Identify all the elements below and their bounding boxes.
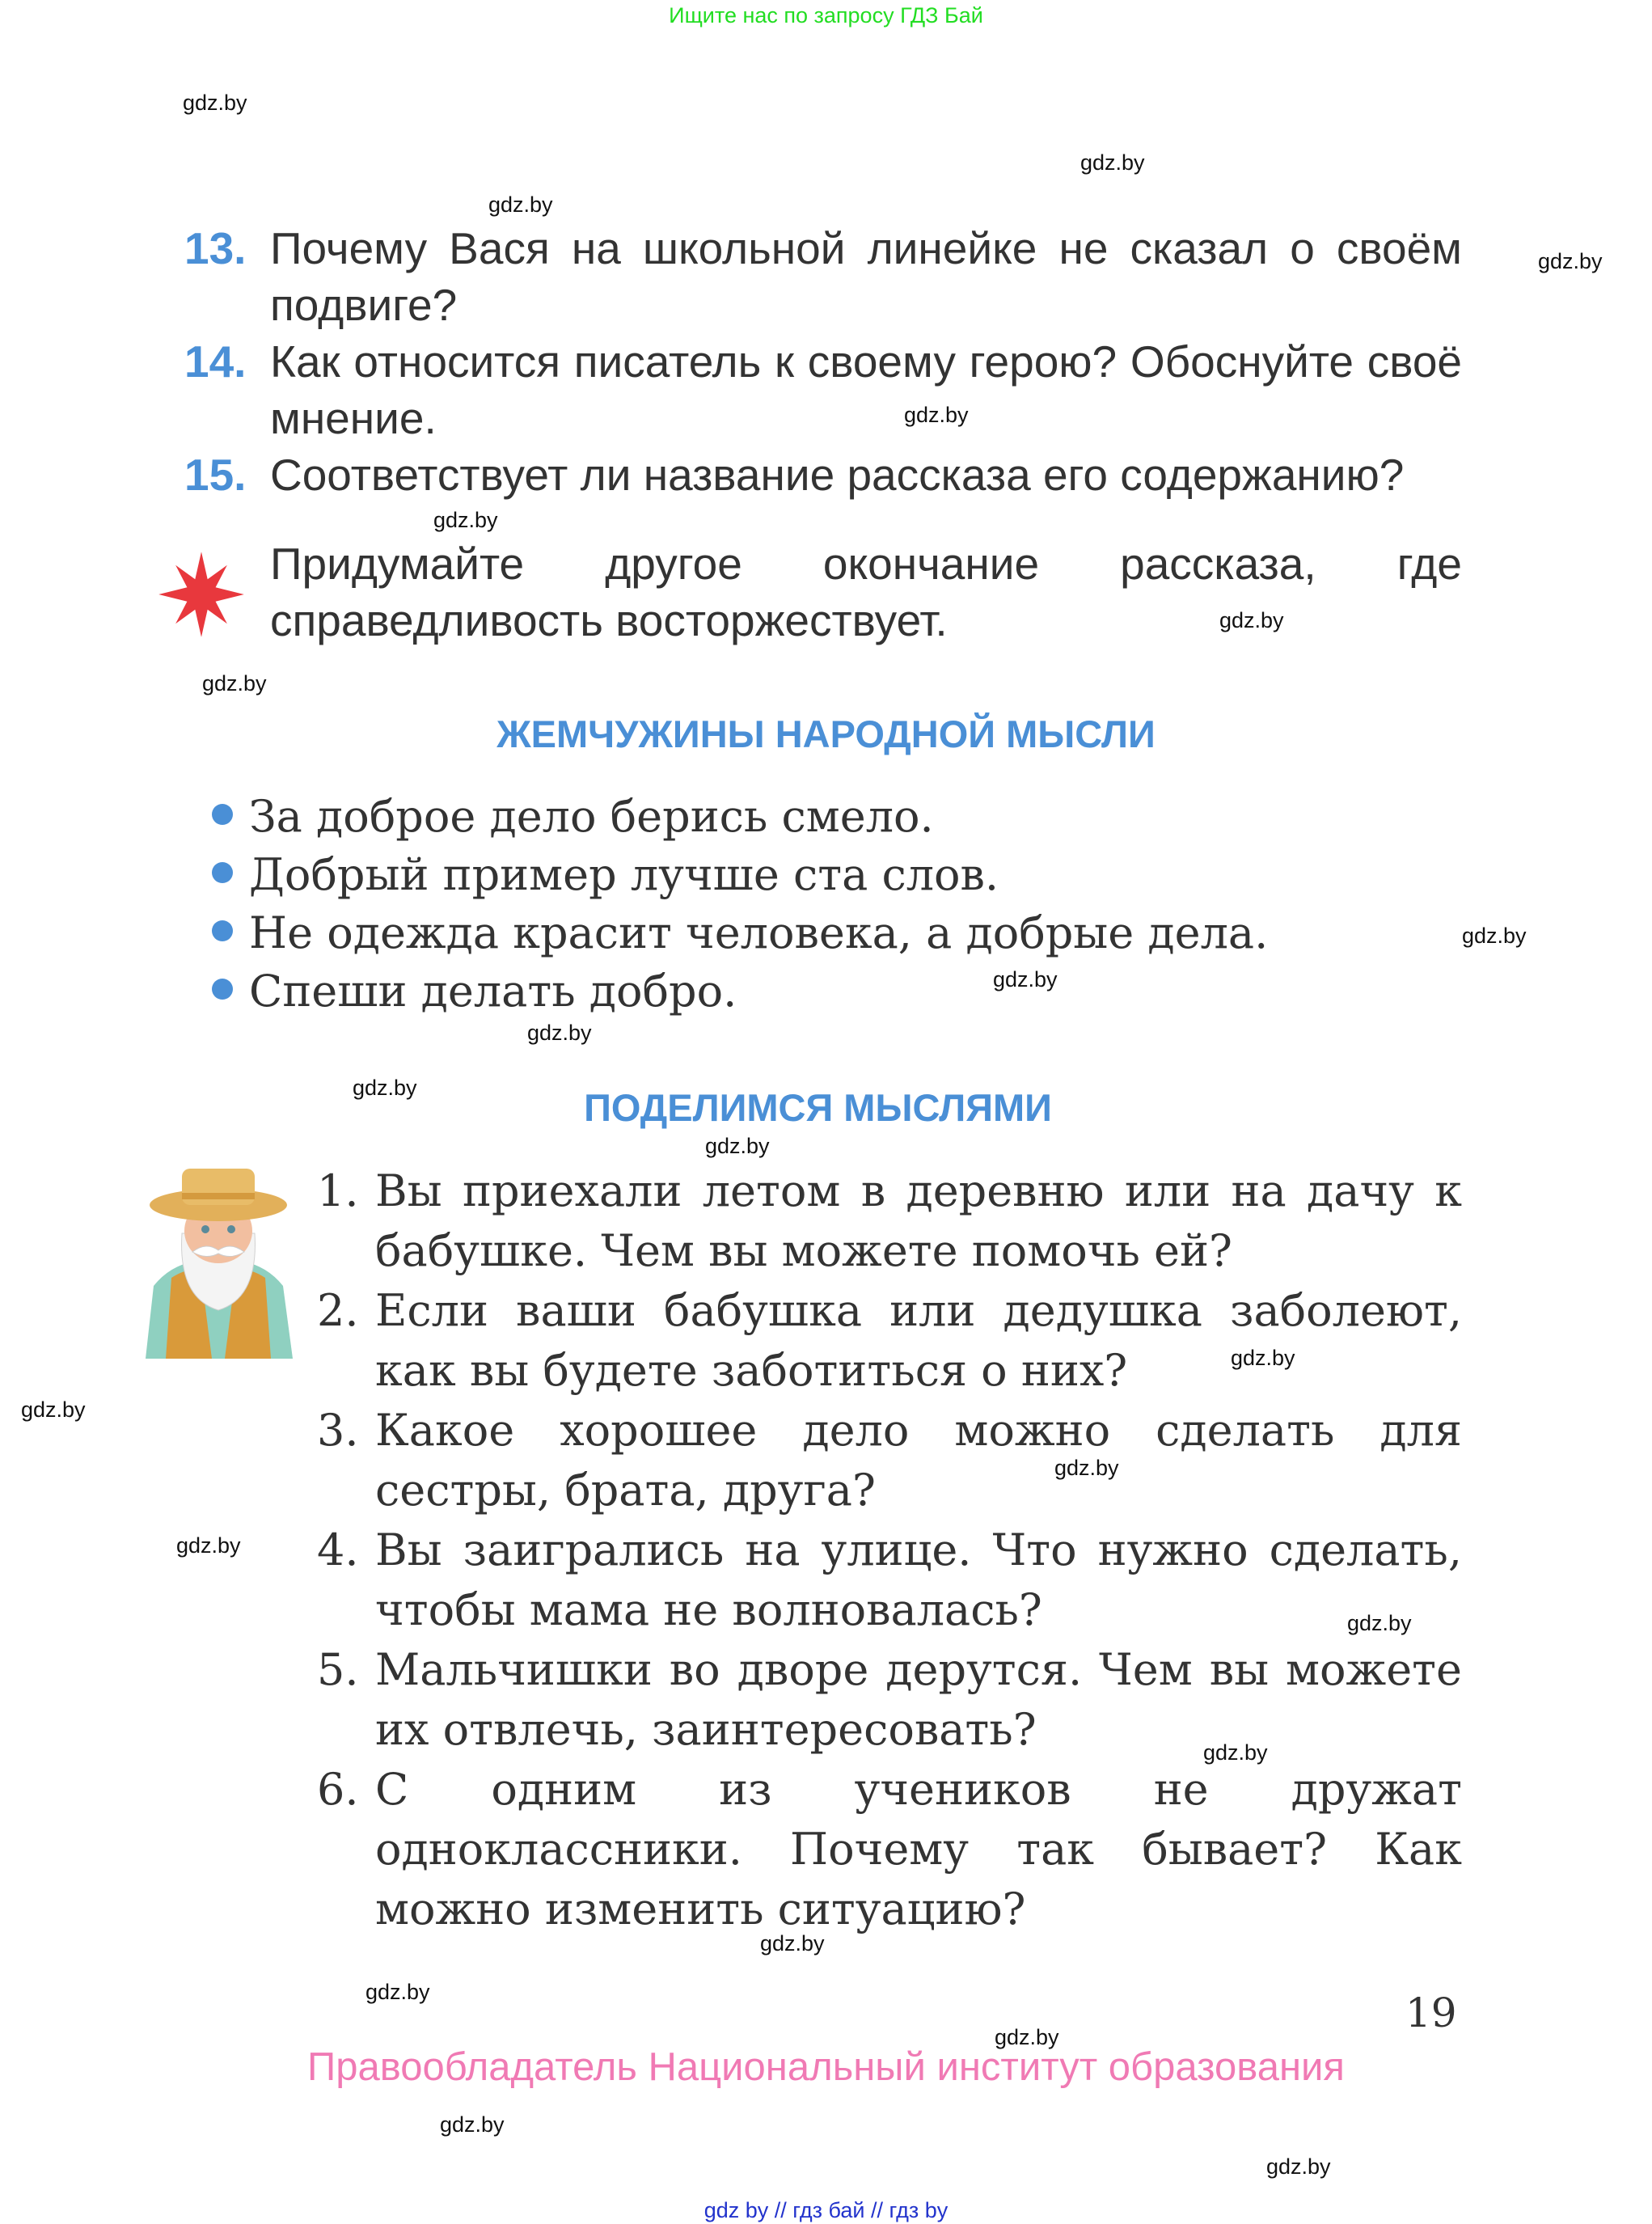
search-banner[interactable]: Ищите нас по запросу ГДЗ Бай (669, 3, 983, 27)
watermark: gdz.by (1231, 1346, 1295, 1370)
watermark: gdz.by (1266, 2154, 1331, 2179)
item-number: 4. (317, 1524, 359, 1575)
item-text: Вы приехали летом в деревню или на дачу к бабушке. Чем вы можете помочь ей? (375, 1165, 1462, 1276)
bullet-icon (212, 979, 233, 1000)
bullet-icon (212, 920, 233, 941)
proverb-item: Добрый пример лучше ста слов. (212, 846, 999, 904)
item-text: Вы заигрались на улице. Что нужно сделать, чтобы мама не волновалась? (375, 1524, 1462, 1635)
discussion-item (317, 1640, 1462, 1760)
star-icon (157, 550, 246, 639)
question-text: Соответствует ли название рассказа его содержанию? (270, 450, 1405, 500)
item-text: Мальчишки во дворе дерутся. Чем вы можете их отвлечь, заинтересовать? (375, 1644, 1462, 1755)
question-text: Почему Вася на школьной линейке не сказал о своём подвиге? (270, 223, 1462, 330)
watermark: gdz.by (202, 671, 267, 696)
grandfather-illustration (137, 1156, 299, 1359)
discussion-item (317, 1520, 1462, 1640)
discussion-item (317, 1281, 1462, 1401)
question-item (184, 333, 1462, 446)
item-number: 1. (317, 1165, 359, 1216)
watermark: gdz.by (1203, 1740, 1268, 1765)
footer-links[interactable]: gdz by // гдз бай // гдз by (703, 2198, 949, 2222)
question-number: 14. (184, 336, 247, 387)
watermark: gdz.by (527, 1021, 592, 1045)
watermark: gdz.by (1080, 150, 1145, 175)
proverb-item: Не одежда красит человека, а добрые дела. (212, 904, 1268, 962)
item-text: С одним из учеников не дружат одноклассники. Почему так бывает? Как можно изменить ситуацию? (375, 1764, 1462, 1934)
watermark: gdz.by (993, 967, 1058, 991)
watermark: gdz.by (1462, 924, 1527, 948)
watermark: gdz.by (440, 2112, 505, 2137)
watermark: gdz.by (904, 403, 969, 427)
section-title-proverbs: ЖЕМЧУЖИНЫ НАРОДНОЙ МЫСЛИ (496, 712, 1156, 755)
watermark: gdz.by (995, 2025, 1059, 2049)
item-text: Какое хорошее дело можно сделать для сестры, брата, друга? (375, 1405, 1462, 1516)
creative-task-text: Придумайте другое окончание рассказа, где справедливость восторжествует. (270, 539, 1462, 645)
discussion-item (317, 1161, 1462, 1281)
discussion-item (317, 1760, 1462, 1939)
question-number: 15. (184, 450, 247, 500)
question-number: 13. (184, 223, 247, 273)
watermark: gdz.by (353, 1076, 417, 1100)
watermark: gdz.by (1219, 608, 1284, 632)
watermark: gdz.by (433, 508, 498, 532)
proverb-item: За доброе дело берись смело. (212, 788, 934, 846)
question-item (184, 220, 1462, 333)
item-number: 6. (317, 1764, 359, 1815)
question-text: Как относится писатель к своему герою? Обоснуйте своё мнение. (270, 336, 1462, 443)
question-item (184, 446, 1462, 503)
watermark: gdz.by (176, 1533, 241, 1558)
section-title-discussion: ПОДЕЛИМСЯ МЫСЛЯМИ (584, 1086, 1052, 1129)
watermark: gdz.by (1054, 1456, 1119, 1480)
copyright-notice: Правообладатель Национальный институт образования (307, 2045, 1345, 2089)
watermark: gdz.by (21, 1397, 86, 1422)
page-number: 19 (1405, 1989, 1457, 2036)
item-text: Если ваши бабушка или дедушка заболеют, как вы будете заботиться о них? (375, 1285, 1462, 1396)
watermark: gdz.by (183, 91, 247, 115)
watermark: gdz.by (705, 1134, 770, 1158)
watermark: gdz.by (760, 1931, 825, 1956)
watermark: gdz.by (1538, 249, 1603, 273)
bullet-icon (212, 804, 233, 825)
item-number: 2. (317, 1285, 359, 1336)
discussion-item (317, 1401, 1462, 1520)
watermark: gdz.by (488, 192, 553, 217)
watermark: gdz.by (1347, 1611, 1412, 1635)
proverb-item: Спеши делать добро. (212, 962, 737, 1021)
item-number: 3. (317, 1405, 359, 1456)
item-number: 5. (317, 1644, 359, 1695)
watermark: gdz.by (365, 1980, 430, 2004)
bullet-icon (212, 862, 233, 883)
